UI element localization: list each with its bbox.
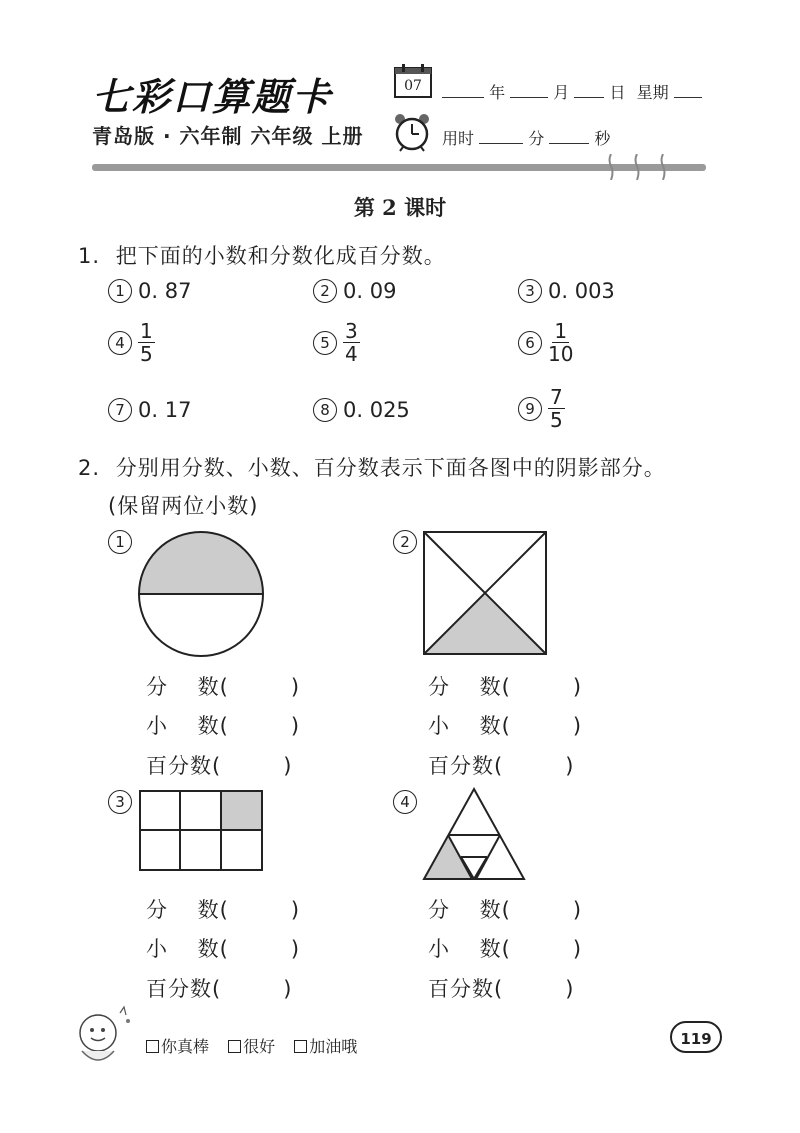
item-value: 0. 87 [138,279,192,303]
item-marker: 2 [313,279,337,303]
question-2-prompt [78,452,666,482]
answer-label: 分 数( [146,898,229,922]
page-number: 119 [670,1021,722,1053]
answer-fraction-2[interactable] [428,671,582,701]
item-marker: 3 [108,790,132,814]
answer-close: ) [565,977,575,1001]
lesson-title: 第 2 课时 [353,195,447,220]
q1-item [313,398,410,422]
item-value: 0. 025 [343,398,410,422]
question-2-number: 2. [78,456,101,480]
q1-item [313,320,360,365]
item-marker: 8 [313,398,337,422]
q1-item [108,279,191,303]
question-2-text: 分别用分数、小数、百分数表示下面各图中的阴影部分。 [115,456,666,480]
q1-item [518,320,573,365]
alarm-clock-icon [393,112,431,152]
figure-2-marker [393,530,423,554]
rating-label: 加油哦 [309,1037,358,1056]
answer-close: ) [283,977,293,1001]
answer-label: 小 数( [428,714,511,738]
question-1-text: 把下面的小数和分数化成百分数。 [115,244,446,268]
answer-label: 分 数( [428,675,511,699]
figure-4-marker [393,790,423,814]
checkbox[interactable] [228,1040,241,1053]
answer-percent-1[interactable] [146,750,292,780]
question-1-number: 1. [78,244,101,268]
item-marker: 5 [313,331,337,355]
answer-close: ) [572,898,583,922]
calendar-icon [393,63,433,99]
rating-label: 很好 [243,1037,276,1056]
brand-title: 七彩口算题卡 [92,74,333,119]
answer-fraction-4[interactable] [428,894,582,924]
checkbox[interactable] [146,1040,159,1053]
answer-label: 百分数( [428,754,504,778]
figure-3-marker [108,790,138,814]
numerator: 7 [550,385,563,409]
figure-1-circle [137,530,265,658]
fraction [343,320,360,365]
item-marker: 3 [518,279,542,303]
month-blank[interactable] [510,81,548,98]
answer-label: 小 数( [146,714,229,738]
answer-decimal-4[interactable] [428,933,582,963]
figure-1-marker [108,530,138,554]
fraction [138,320,155,365]
numerator: 1 [140,319,153,343]
question-1-prompt [78,240,446,270]
answer-label: 小 数( [146,937,229,961]
day-label: 日 [609,83,626,102]
answer-close: ) [572,714,583,738]
item-marker: 9 [518,397,542,421]
time-line [442,126,610,149]
numerator: 1 [554,319,568,343]
ribbon-knot-icon [608,154,614,180]
edition-label: 青岛版 · 六年制 六年级 上册 [92,124,364,148]
figure-2-square [422,530,548,656]
item-marker: 1 [108,530,132,554]
mascot-icon [68,1003,138,1071]
q1-item [518,386,565,431]
day-blank[interactable] [574,81,604,98]
ribbon-knot-icon [634,154,640,180]
numerator: 3 [345,319,358,343]
rating-option-great[interactable] [146,1037,209,1056]
time-used-label: 用时 [442,129,475,148]
minutes-label: 分 [528,129,545,148]
rating-option-good[interactable] [228,1037,275,1056]
answer-close: ) [290,898,301,922]
rating-option-keep-going[interactable] [294,1037,357,1056]
shaded-half-circle [139,532,263,594]
year-blank[interactable] [442,81,484,98]
fraction [548,320,573,365]
answer-close: ) [290,675,301,699]
item-marker: 4 [108,331,132,355]
item-marker: 2 [393,530,417,554]
answer-decimal-3[interactable] [146,933,300,963]
checkbox[interactable] [294,1040,307,1053]
figure-3-grid [138,789,264,872]
item-marker: 1 [108,279,132,303]
fraction [548,386,565,431]
answer-close: ) [572,675,583,699]
answer-label: 小 数( [428,937,511,961]
item-value: 0. 17 [138,398,192,422]
denominator: 5 [550,408,563,432]
ribbon-knot-icon [660,154,666,180]
answer-fraction-1[interactable] [146,671,300,701]
item-marker: 4 [393,790,417,814]
answer-label: 百分数( [146,754,222,778]
seconds-blank[interactable] [549,127,589,144]
item-value: 0. 09 [343,279,397,303]
denominator: 10 [548,342,574,366]
question-2-note: (保留两位小数) [108,494,259,518]
answer-percent-2[interactable] [428,750,574,780]
rating-label: 你真棒 [161,1037,210,1056]
seconds-label: 秒 [594,129,611,148]
year-label: 年 [489,83,506,102]
weekday-label: 星期 [636,83,669,102]
answer-label: 百分数( [428,977,504,1001]
item-value: 0. 003 [548,279,615,303]
figure-4-triangle [422,786,526,882]
denominator: 4 [345,342,358,366]
answer-label: 分 数( [146,675,229,699]
weekday-blank[interactable] [674,81,702,98]
answer-percent-4[interactable] [428,973,574,1003]
answer-close: ) [565,754,575,778]
q1-item [518,279,615,303]
q1-item [108,398,191,422]
minutes-blank[interactable] [479,127,523,144]
answer-percent-3[interactable] [146,973,292,1003]
month-label: 月 [553,83,570,102]
self-rating [146,1034,371,1057]
answer-fraction-3[interactable] [146,894,300,924]
q1-item [313,279,396,303]
answer-decimal-1[interactable] [146,710,300,740]
answer-label: 分 数( [428,898,511,922]
answer-close: ) [290,937,301,961]
answer-close: ) [290,714,301,738]
date-line [442,80,702,103]
item-marker: 6 [518,331,542,355]
shaded-cell [221,791,262,830]
item-marker: 7 [108,398,132,422]
answer-label: 百分数( [146,977,222,1001]
shaded-triangle [424,593,546,654]
calendar-day: 07 [404,78,422,94]
answer-close: ) [283,754,293,778]
q1-item [108,320,155,365]
denominator: 5 [140,342,153,366]
answer-close: ) [572,937,583,961]
answer-decimal-2[interactable] [428,710,582,740]
